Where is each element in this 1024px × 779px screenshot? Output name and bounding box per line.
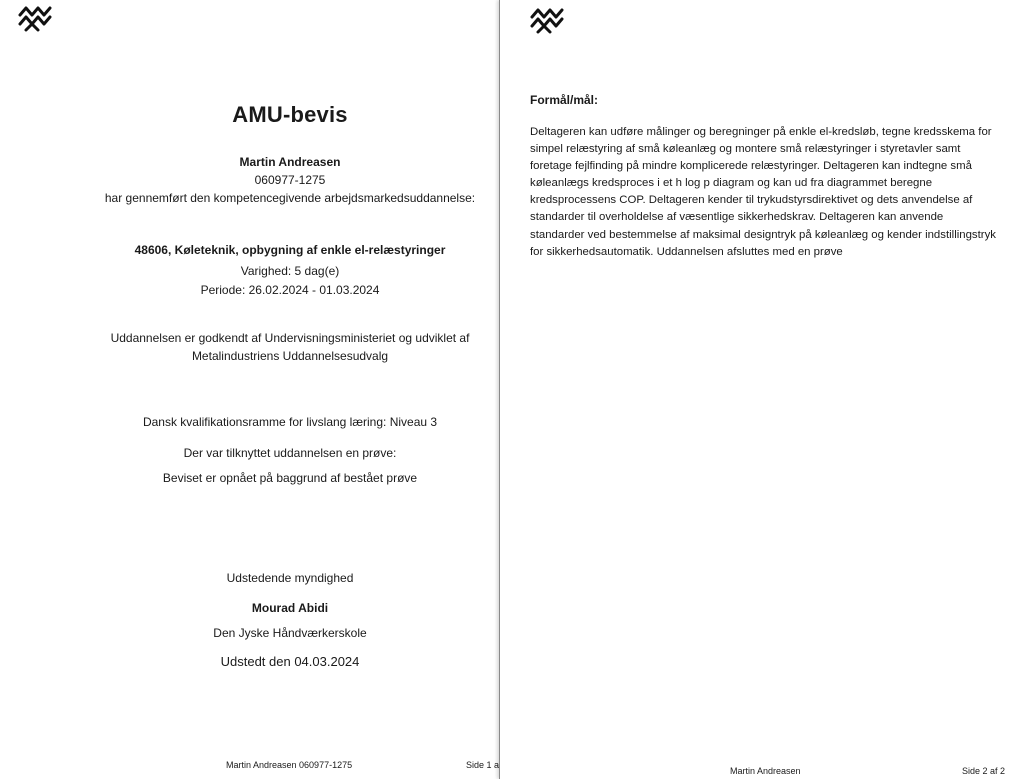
certificate-title: AMU-bevis: [232, 102, 348, 127]
qualification-framework: Dansk kvalifikationsramme for livslang læring: Niveau 3: [142, 415, 438, 429]
purpose-heading: Formål/mål:: [530, 93, 599, 107]
issuing-authority-label: Udstedende myndighed: [226, 571, 354, 585]
purpose-line: simpel relæstyring af små køleanlæg og montere små relæstyringer i styretavler samt: [530, 143, 961, 156]
approval-statement: [0, 329, 500, 365]
footer-page-number: Side 2 af 2: [962, 766, 1006, 776]
purpose-line: kredsprocessens COP. Deltageren kender til trykudstyrsdirektivet og dets anvendelse af: [530, 194, 973, 207]
purpose-line: foretage fejlfinding på mindre komplicerede relæstyringer. Deltageren kan indtegne små: [530, 160, 972, 173]
approval-line-1: Uddannelsen er godkendt af Undervisningsministeriet og udviklet af: [110, 331, 470, 345]
purpose-line: køleanlægs kredsproces i et h log p diagram og kan ud fra diagrammet beregne: [530, 177, 933, 190]
purpose-description: [530, 124, 1012, 261]
test-note: Der var tilknyttet uddannelsen en prøve:: [183, 446, 397, 460]
purpose-line: for sikkerhedsautomatik. Uddannelsen afsluttes med en prøve: [530, 245, 843, 258]
course-duration: Varighed: 5 dag(e): [240, 264, 340, 278]
course-period: Periode: 26.02.2024 - 01.03.2024: [200, 283, 380, 297]
purpose-line: standarder til overholdelse af væsentlige sikkerhedskrav. Deltageren kan anvende: [530, 211, 944, 224]
participant-name: Martin Andreasen: [239, 155, 341, 169]
wave-logo-icon: [529, 6, 565, 36]
course-title: 48606, Køleteknik, opbygning af enkle el-relæstyringer: [134, 243, 446, 257]
school-name: Den Jyske Håndværkerskole: [213, 626, 367, 640]
footer-participant: Martin Andreasen: [730, 766, 801, 776]
purpose-line: Deltageren kan udføre målinger og beregninger på enkle el-kredsløb, tegne kredsskema for: [530, 126, 992, 138]
test-result: Beviset er opnået på baggrund af bestået prøve: [162, 471, 418, 485]
footer-participant: Martin Andreasen 060977-1275: [226, 760, 353, 770]
participant-cpr: 060977-1275: [254, 173, 326, 187]
purpose-line: standarder ved bestemmelse af maksimal designtryk på køleanlæg og kender indstillingstryk: [530, 228, 996, 241]
certificate-page-1: [0, 0, 500, 779]
certificate-page-2: [499, 0, 1024, 779]
completion-statement: har gennemført den kompetencegivende arbejdsmarkedsuddannelse:: [104, 191, 476, 205]
wave-logo-icon: [17, 4, 53, 34]
signatory-name: Mourad Abidi: [251, 601, 329, 615]
footer-page-number: Side 1 a: [466, 760, 500, 770]
approval-line-2: Metalindustriens Uddannelsesudvalg: [191, 349, 389, 363]
issue-date: Udstedt den 04.03.2024: [220, 654, 360, 669]
